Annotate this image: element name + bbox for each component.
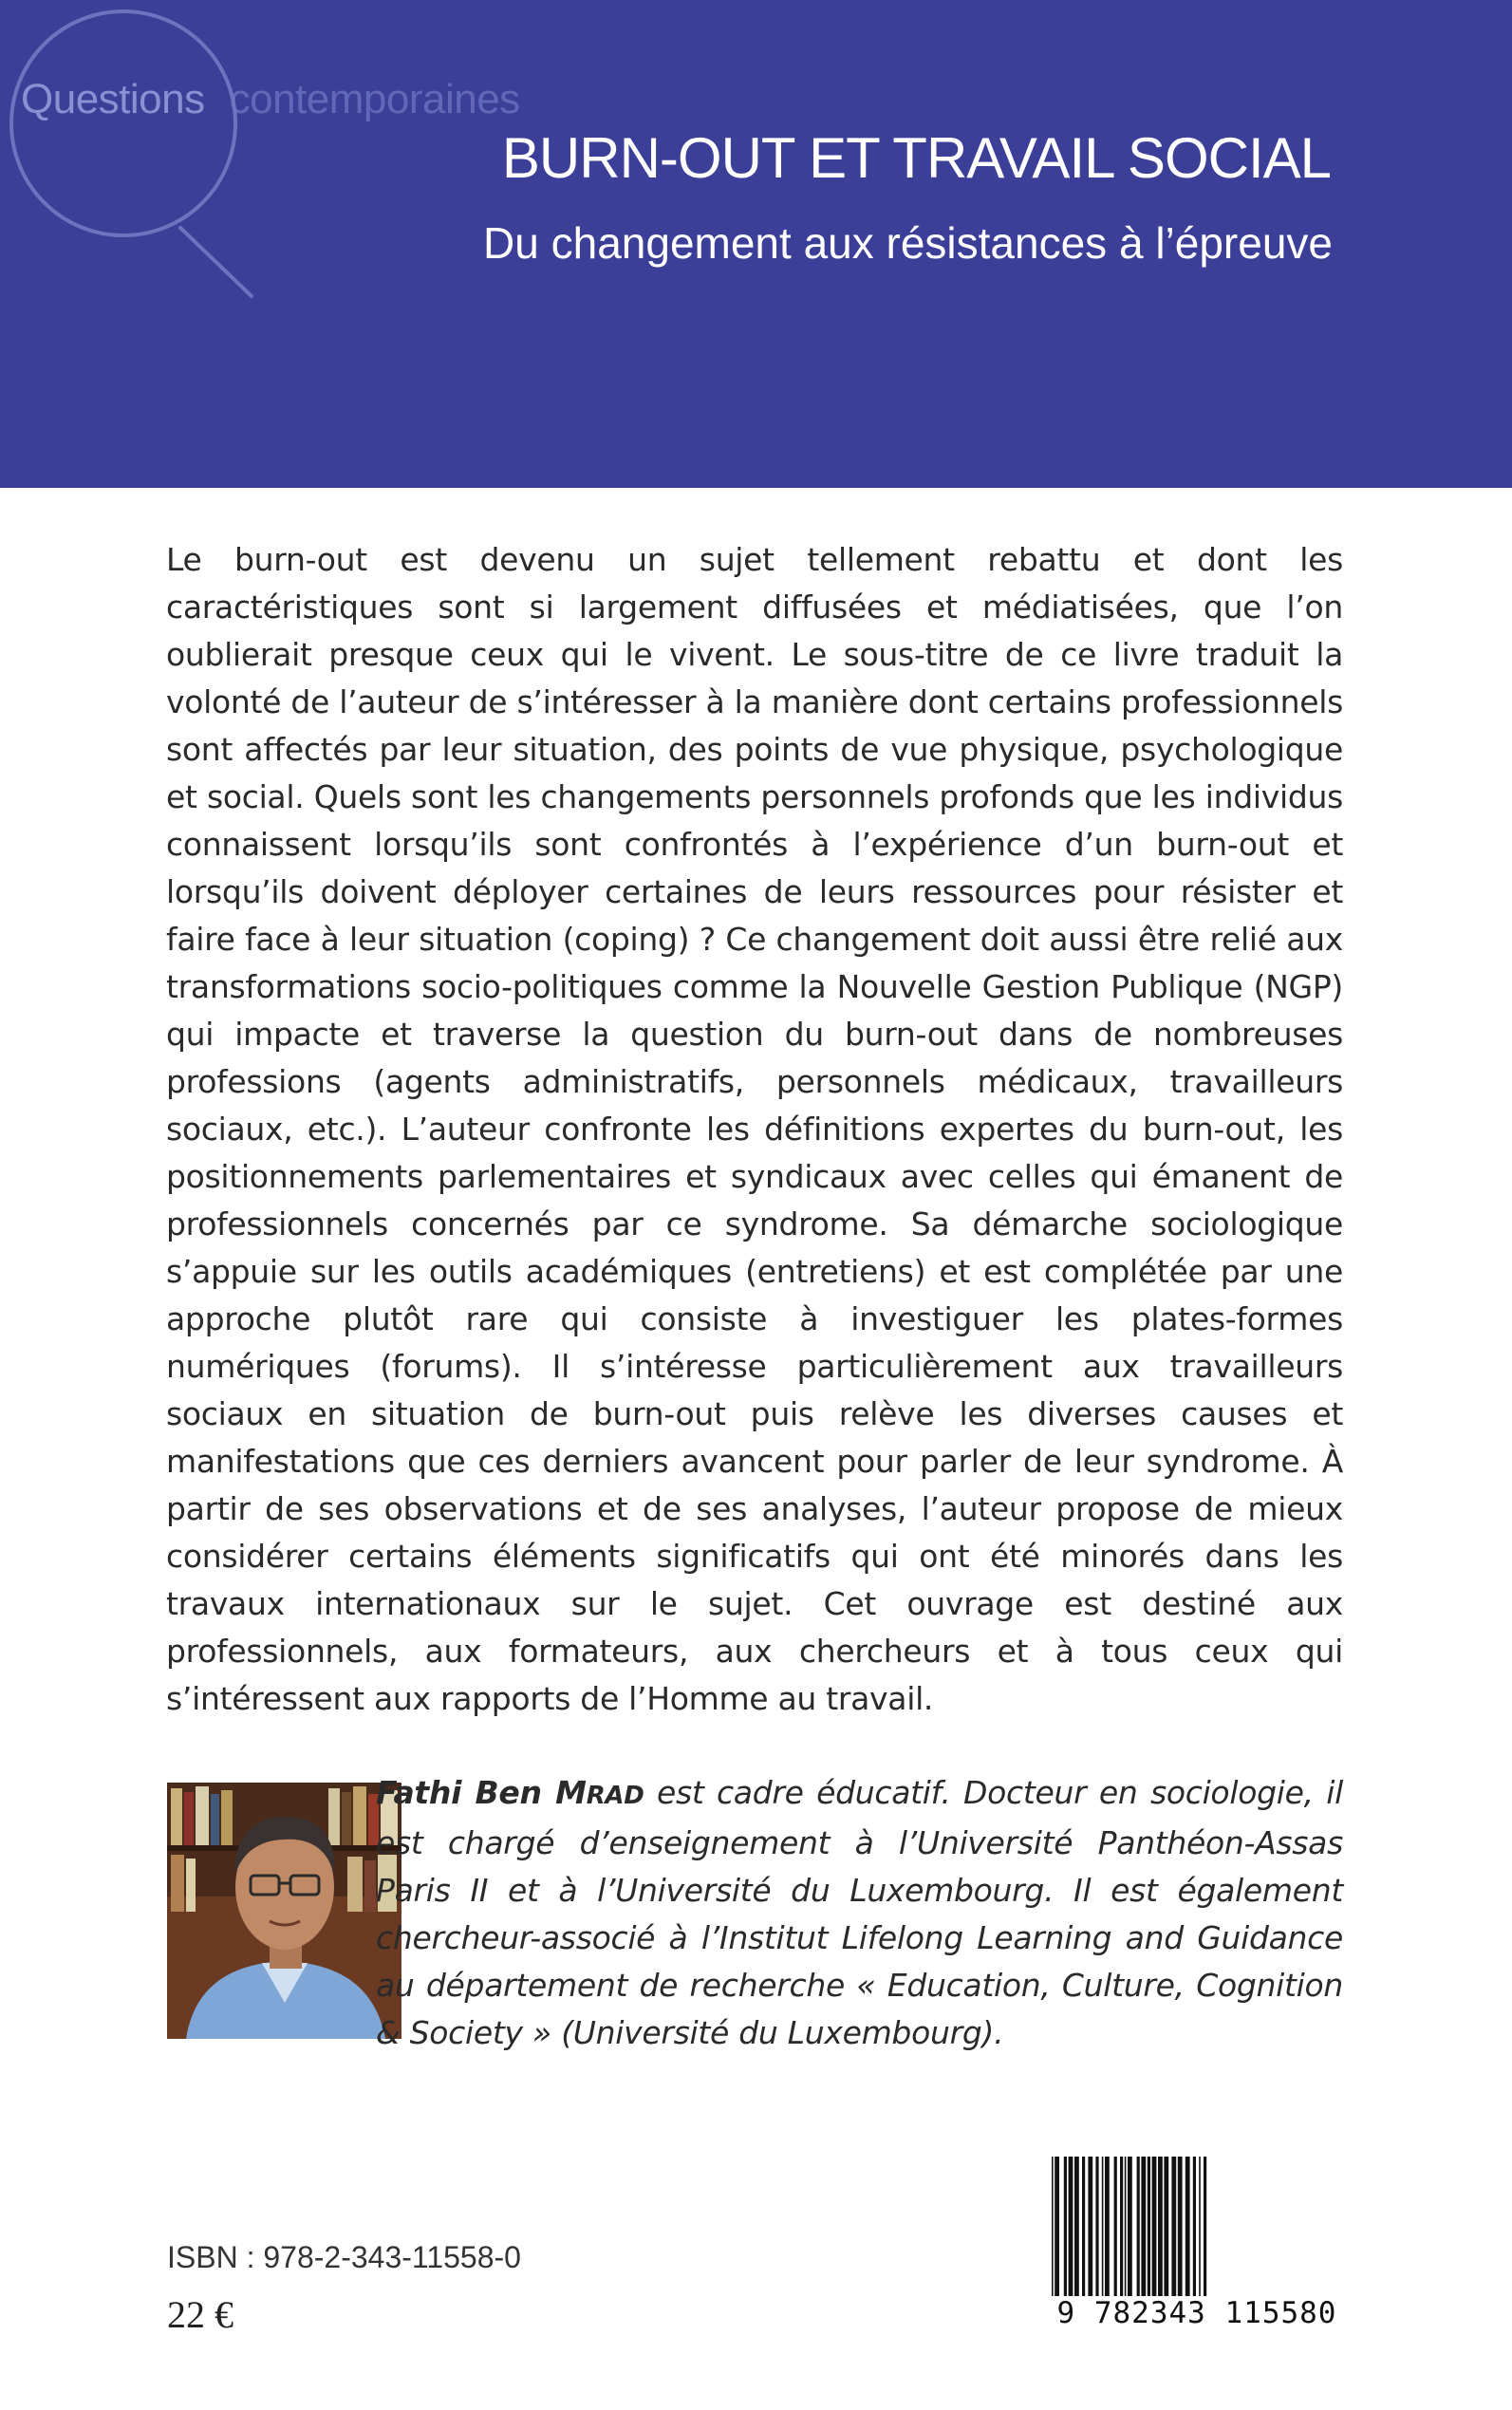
isbn: ISBN : 978-2-343-11558-0	[167, 2240, 521, 2274]
author-name-rest: RAD	[586, 1782, 644, 1810]
barcode-bar	[1152, 2157, 1157, 2297]
barcode-bar	[1158, 2157, 1163, 2297]
barcode-bars-icon	[1048, 2157, 1346, 2299]
author-bio-text: est cadre éducatif. Docteur en sociologie, il est chargé d’enseignement à l’Université Panthéon-Assas Paris II et à l’Université du Luxembourg. Il est également chercheur-associé à l’Institut Lifelong Learning and Guidance au département de recherche « Education, Culture, Cognition & Society » (Université du Luxembourg).	[376, 1774, 1343, 2051]
barcode-bar	[1137, 2157, 1140, 2297]
barcode-bar	[1120, 2157, 1123, 2297]
barcode-bar	[1199, 2157, 1201, 2297]
series-name-part1: Questions	[21, 76, 205, 122]
barcode-bar	[1148, 2157, 1150, 2297]
barcode-bar	[1128, 2157, 1132, 2297]
barcode-bar	[1069, 2157, 1073, 2297]
author-photo	[167, 1783, 401, 2039]
barcode-bar	[1105, 2157, 1110, 2297]
header-band	[0, 0, 1512, 488]
price: 22 €	[167, 2293, 233, 2336]
barcode-bar	[1114, 2157, 1117, 2297]
barcode-digits: 9 782343 115580	[1040, 2296, 1353, 2330]
author-bio	[376, 1769, 1343, 2057]
barcode-bar	[1178, 2157, 1183, 2297]
barcode-bar	[1204, 2157, 1206, 2297]
barcode-bar	[1125, 2157, 1127, 2297]
barcode-bar	[1193, 2157, 1196, 2297]
barcode-bar	[1074, 2157, 1079, 2297]
barcode-bar	[1088, 2157, 1092, 2297]
barcode-bar	[1055, 2157, 1059, 2297]
barcode-bar	[1102, 2157, 1104, 2297]
series-name	[21, 76, 685, 123]
series-name-part2: contemporaines	[229, 76, 520, 122]
back-cover-blurb: Le burn-out est devenu un sujet tellement rebattu et dont les caractéristiques sont si largement diffusées et médiatisées, que l’on oublierait presque ceux qui le vivent. Le sous-titre de ce livre traduit la volonté de l’auteur de s’intéresser à la manière dont certains professionnels sont affectés par leur situation, des points de vue physique, psychologique et social. Quels sont les changements personnels profonds que les individus connaissent lorsqu’ils sont confrontés à l’expérience d’un burn-out et lorsqu’ils doivent déployer certaines de leurs ressources pour résister et faire face à leur situation (coping) ? Ce changement doit aussi être relié aux transformations socio-politiques comme la Nouvelle Gestion Publique (NGP) qui impacte et traverse la question du burn-out dans de nombreuses professions (agents administratifs, personnels médicaux, travailleurs sociaux, etc.). L’auteur confronte les définitions expertes du burn-out, les positionnements parlementaires et syndicaux avec celles qui émanent de professionnels concernés par ce syndrome. Sa démarche sociologique s’appuie sur les outils académiques (entretiens) et est complétée par une approche plutôt rare qui consiste à investiguer les plates-formes numériques (forums). Il s’intéresse particulièrement aux travailleurs sociaux en situation de burn-out puis relève les diverses causes et manifestations que ces derniers avancent pour parler de leur syndrome. À partir de ses observations et de ses analyses, l’auteur propose de mieux considérer certains éléments significatifs qui ont été minorés dans les travaux internationaux sur le sujet. Cet ouvrage est destiné aux professionnels, aux formateurs, aux chercheurs et à tous ceux qui s’intéressent aux rapports de l’Homme au travail.	[166, 541, 1343, 1717]
author-name	[376, 1774, 644, 1811]
book-title: BURN-OUT ET TRAVAIL SOCIAL	[501, 126, 1331, 190]
barcode-bar	[1164, 2157, 1168, 2297]
barcode-bar	[1171, 2157, 1176, 2297]
barcode-bar	[1052, 2157, 1054, 2297]
barcode-bar	[1082, 2157, 1085, 2297]
barcode-bar	[1185, 2157, 1190, 2297]
barcode-bar	[1141, 2157, 1146, 2297]
book-subtitle: Du changement aux résistances à l’épreuve	[483, 218, 1333, 268]
barcode-bar	[1064, 2157, 1067, 2297]
barcode-bar	[1095, 2157, 1098, 2297]
author-name-first: Fathi Ben M	[376, 1774, 587, 1811]
